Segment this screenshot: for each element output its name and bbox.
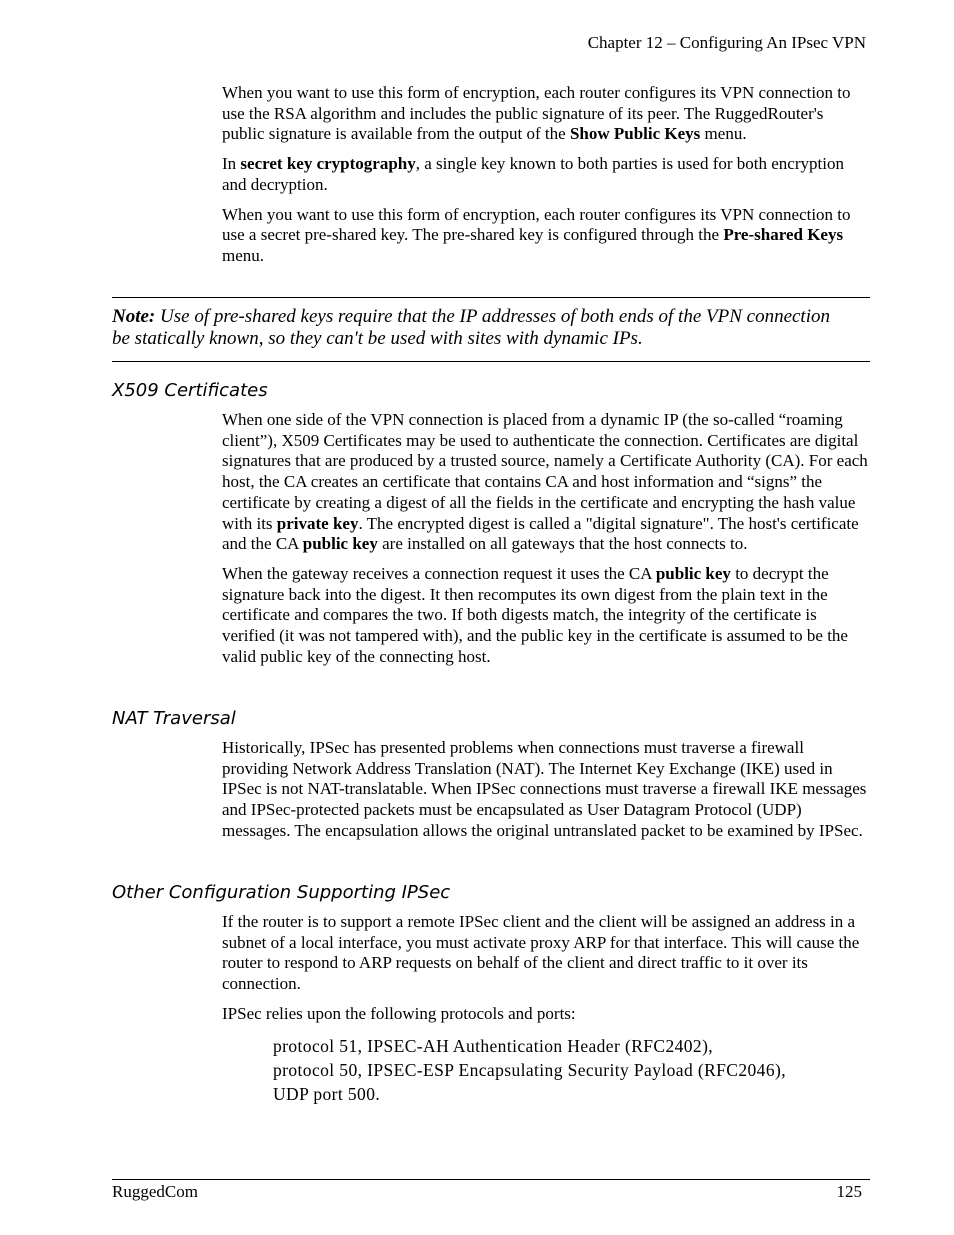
x509-section bbox=[222, 410, 870, 676]
text-run: When you want to use this form of encryption, each router configures its VPN connection to use the RSA algorithm and includes the public signature of its peer. The RuggedRouter's public signature is available from the output of the bbox=[222, 83, 851, 144]
note-top-divider bbox=[112, 297, 870, 298]
term-secret-key-cryptography: secret key cryptography bbox=[240, 154, 416, 174]
protocol-item: protocol 51, IPSEC-AH Authentication Header (RFC2402), bbox=[273, 1036, 714, 1056]
nat-section bbox=[222, 738, 870, 851]
note-box bbox=[112, 306, 852, 350]
term-public-key: public key bbox=[302, 534, 378, 554]
note-label: Note: bbox=[112, 306, 156, 327]
text-run: menu. bbox=[700, 124, 747, 144]
section-heading-other-configuration: Other Configuration Supporting IPSec bbox=[112, 882, 451, 903]
footer-divider bbox=[112, 1179, 870, 1180]
section-heading-nat-traversal: NAT Traversal bbox=[112, 708, 236, 729]
x509-paragraph-1 bbox=[222, 410, 870, 555]
protocol-item: UDP port 500. bbox=[273, 1084, 381, 1104]
protocol-item: protocol 50, IPSEC-ESP Encapsulating Security Payload (RFC2046), bbox=[273, 1060, 786, 1080]
text-run: . The encrypted digest is called a "digital signature". The host's certificate and the CA bbox=[222, 513, 859, 554]
intro-paragraph-pre-shared bbox=[222, 205, 870, 267]
intro-section bbox=[222, 83, 870, 276]
intro-paragraph-rsa bbox=[222, 83, 870, 145]
running-header: Chapter 12 – Configuring An IPsec VPN bbox=[587, 33, 866, 52]
text-run: When you want to use this form of encryption, each router configures its VPN connection to use a secret pre-shared key. The pre-shared key is configured through the bbox=[222, 204, 851, 245]
other-config-section bbox=[222, 912, 870, 1034]
text-run: In bbox=[222, 154, 241, 174]
page-number: 125 bbox=[836, 1182, 862, 1201]
footer-company: RuggedCom bbox=[112, 1182, 198, 1201]
other-paragraph-proxy-arp: If the router is to support a remote IPSec client and the client will be assigned an address in a subnet of a local interface, you must activate proxy ARP for that interface. This will cause the router to respond to ARP requests on behalf of the client and direct traffic to it over its connection. bbox=[222, 912, 860, 994]
text-run: , a single key known to both parties is used for both encryption and decryption. bbox=[222, 154, 844, 194]
note-bottom-divider bbox=[112, 361, 870, 362]
other-paragraph-protocols-intro: IPSec relies upon the following protocols and ports: bbox=[222, 1003, 576, 1023]
text-run: menu. bbox=[222, 245, 265, 265]
text-run: When one side of the VPN connection is placed from a dynamic IP (the so-called “roaming client”), X509 Certificates may be used to authenticate the connection. Certificates are digital signatures that are produced by a trusted source, namely a Certificate Authority (CA). For each host, the CA creates an certificate that contains CA and host information and “signs” the certificate by creating a digest of all the fields in the certificate and encrypting the hash value with its bbox=[222, 410, 868, 533]
text-run: to decrypt the signature back into the digest. It then recomputes its own digest from the plain text in the certificate and compares the two. If both digests match, the integrity of the certificate is verified (it was not tampered with), and the public key in the certificate is assumed to be the valid public key of the connecting host. bbox=[222, 563, 848, 666]
term-public-key: public key bbox=[655, 563, 731, 583]
section-heading-x509: X509 Certificates bbox=[112, 380, 268, 401]
protocol-list bbox=[273, 1034, 873, 1106]
note-text: Use of pre-shared keys require that the IP addresses of both ends of the VPN connection be statically known, so they can't be used with sites with dynamic IPs. bbox=[112, 306, 830, 349]
term-private-key: private key bbox=[276, 513, 359, 533]
intro-paragraph-secret-key bbox=[222, 154, 870, 195]
x509-paragraph-2 bbox=[222, 564, 870, 668]
text-run: are installed on all gateways that the host connects to. bbox=[377, 534, 748, 554]
nat-paragraph-1: Historically, IPSec has presented problems when connections must traverse a firewall providing Network Address Translation (NAT). The Internet Key Exchange (IKE) used in IPSec is not NAT-translatable. When IPSec connections must traverse a firewall IKE messages and IPSec-protected packets must be encapsulated as User Datagram Protocol (UDP) messages. The encapsulation allows the original untranslated packet to be examined by IPSec. bbox=[222, 738, 867, 840]
menu-name-show-public-keys: Show Public Keys bbox=[569, 124, 701, 144]
text-run: When the gateway receives a connection request it uses the CA bbox=[222, 563, 656, 583]
menu-name-pre-shared-keys: Pre-shared Keys bbox=[723, 225, 844, 245]
